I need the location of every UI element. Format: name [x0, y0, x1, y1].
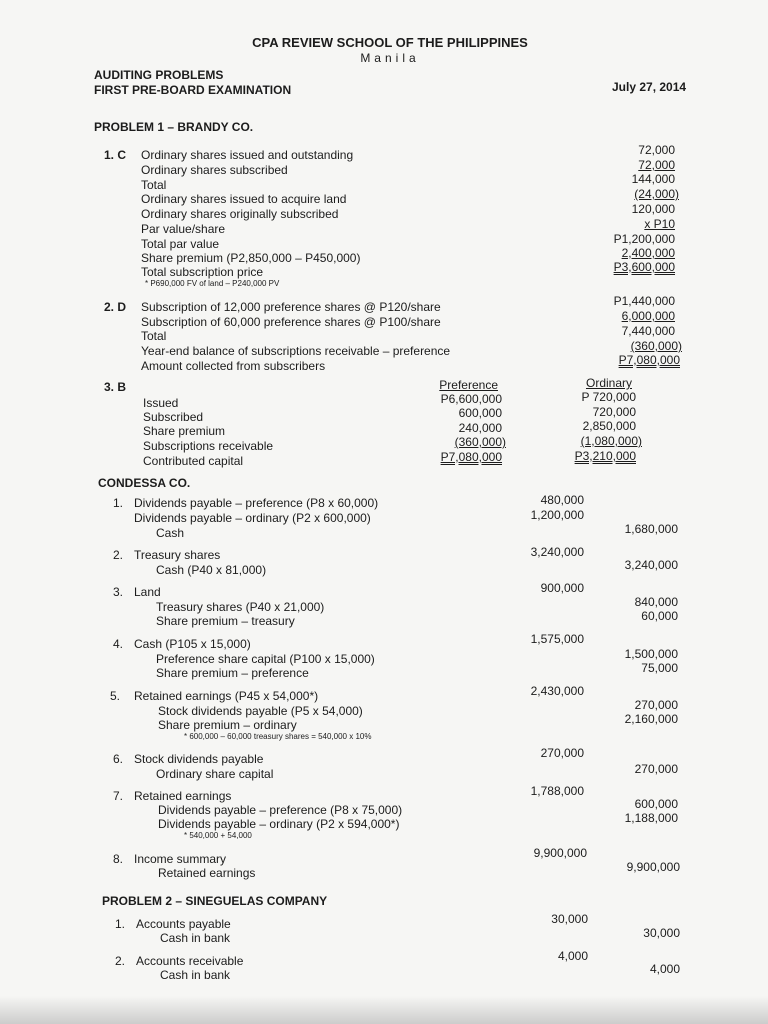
q1-line-label: Ordinary shares originally subscribed — [141, 207, 339, 221]
q3-col-preference: Preference — [439, 378, 498, 392]
q2-line-label: Subscription of 12,000 preference shares @ P120/share — [141, 300, 441, 314]
debit-amount: 900,000 — [540, 581, 584, 595]
debit-amount: 2,430,000 — [530, 684, 584, 698]
problem2-heading: PROBLEM 2 – SINEGUELAS COMPANY — [102, 894, 328, 908]
entry-line: Cash (P40 x 81,000) — [156, 563, 267, 577]
debit-amount: 270,000 — [540, 746, 584, 760]
entry-line: Dividends payable – preference (P8 x 60,000) — [134, 496, 379, 510]
entry-number: 1. — [113, 496, 124, 510]
entry-line: Preference share capital (P100 x 15,000) — [156, 652, 375, 666]
scan-smudge — [0, 996, 768, 1024]
q3-row-label: Subscribed — [143, 410, 204, 424]
entry-line: Share premium – treasury — [156, 614, 295, 628]
debit-amount: 30,000 — [551, 912, 588, 926]
q3-row-label: Issued — [143, 396, 179, 410]
debit-amount: 1,575,000 — [530, 632, 584, 646]
q3-pref-value: (360,000) — [454, 435, 506, 449]
q1-line-amount: P1,200,000 — [613, 232, 675, 246]
entry-line: Treasury shares (P40 x 21,000) — [156, 600, 325, 614]
credit-amount: 30,000 — [643, 926, 680, 940]
entry-number: 2. — [115, 954, 126, 968]
entry-line: Accounts payable — [136, 917, 231, 931]
q1-line-label: Ordinary shares issued to acquire land — [141, 192, 347, 206]
q2-line-amount: 7,440,000 — [621, 324, 675, 338]
q1-line-amount: 120,000 — [631, 202, 675, 216]
q1-footnote: * P690,000 FV of land – P240,000 PV — [145, 279, 280, 288]
entry-line: Retained earnings (P45 x 54,000*) — [134, 689, 319, 703]
entry-number: 2. — [113, 548, 124, 562]
q3-row-label: Share premium — [143, 424, 226, 438]
q1-line-label: Total — [141, 178, 167, 192]
q2-line-amount: 6,000,000 — [621, 309, 675, 323]
q1-line-label: Ordinary shares issued and outstanding — [141, 148, 354, 162]
entry-line: Dividends payable – ordinary (P2 x 600,000) — [134, 511, 371, 525]
school-title: CPA REVIEW SCHOOL OF THE PHILIPPINES — [252, 35, 528, 50]
entry-line: Ordinary share capital — [156, 767, 274, 781]
q2-line-amount: P1,440,000 — [613, 294, 675, 308]
problem1-heading: PROBLEM 1 – BRANDY CO. — [94, 120, 254, 134]
entry-line: Cash in bank — [160, 931, 231, 945]
q3-ord-value: 2,850,000 — [582, 419, 636, 433]
q1-line-label: Ordinary shares subscribed — [141, 163, 288, 177]
debit-amount: 9,900,000 — [533, 846, 587, 860]
entry-line: Dividends payable – ordinary (P2 x 594,000*) — [158, 817, 400, 831]
q2-line-label: Subscription of 60,000 preference shares @ P100/share — [141, 315, 441, 329]
q1-line-label: Par value/share — [141, 222, 226, 236]
entry-line: Dividends payable – preference (P8 x 75,000) — [158, 803, 403, 817]
entry-line: Cash in bank — [160, 968, 231, 982]
q2-line-amount: (360,000) — [630, 339, 682, 353]
credit-amount: 75,000 — [641, 661, 678, 675]
condessa-heading: CONDESSA CO. — [98, 476, 191, 490]
q1-line-amount: x P10 — [644, 217, 675, 231]
credit-amount: 9,900,000 — [626, 860, 680, 874]
entry-line: Treasury shares — [134, 548, 221, 562]
credit-amount: 2,160,000 — [624, 712, 678, 726]
exam-title: FIRST PRE-BOARD EXAMINATION — [94, 83, 292, 97]
debit-amount: 1,200,000 — [530, 508, 584, 522]
q1-line-amount: (24,000) — [634, 187, 679, 201]
entry-line: Retained earnings — [134, 789, 232, 803]
entry-line: Income summary — [134, 852, 227, 866]
credit-amount: 270,000 — [634, 762, 678, 776]
debit-amount: 1,788,000 — [530, 784, 584, 798]
debit-amount: 4,000 — [557, 949, 588, 963]
entry-line: Share premium – preference — [156, 666, 309, 680]
q3-row-label: Subscriptions receivable — [143, 439, 274, 453]
q3-pref-value: P7,080,000 — [440, 450, 502, 464]
entry-line: Stock dividends payable (P5 x 54,000) — [158, 704, 363, 718]
entry-line: Share premium – ordinary — [158, 718, 297, 732]
credit-amount: 270,000 — [634, 698, 678, 712]
q2-line-amount: P7,080,000 — [618, 353, 680, 367]
q3-row-label: Contributed capital — [143, 454, 244, 468]
entry-number: 7. — [113, 789, 124, 803]
credit-amount: 1,188,000 — [624, 811, 678, 825]
q1-line-label: Total subscription price — [141, 265, 264, 279]
debit-amount: 480,000 — [540, 493, 584, 507]
q3-col-ordinary: Ordinary — [585, 376, 632, 390]
credit-amount: 60,000 — [641, 609, 678, 623]
q1-line-amount: 144,000 — [631, 172, 675, 186]
entry-number: 6. — [113, 752, 124, 766]
subject-title: AUDITING PROBLEMS — [94, 68, 224, 82]
credit-amount: 600,000 — [634, 797, 678, 811]
q1-line-amount: 2,400,000 — [621, 246, 675, 260]
q1-line-label: Total par value — [141, 237, 220, 251]
q3-number: 3. B — [104, 380, 127, 394]
q2-line-label: Total — [141, 329, 167, 343]
q1-line-label: Share premium (P2,850,000 – P450,000) — [141, 251, 361, 265]
q3-pref-value: P6,600,000 — [440, 392, 502, 406]
credit-amount: 4,000 — [649, 962, 680, 976]
city-line: Manila — [360, 51, 420, 65]
entry-footnote: * 600,000 – 60,000 treasury shares = 540,000 x 10% — [184, 732, 372, 741]
entry-line: Stock dividends payable — [134, 752, 264, 766]
entry-footnote: * 540,000 + 54,000 — [184, 831, 252, 840]
q1-line-amount: 72,000 — [638, 143, 675, 157]
entry-line: Land — [134, 585, 161, 599]
q3-ord-value: P 720,000 — [581, 390, 636, 404]
entry-number: 1. — [115, 917, 126, 931]
entry-line: Cash — [156, 526, 185, 540]
credit-amount: 3,240,000 — [624, 558, 678, 572]
exam-date: July 27, 2014 — [612, 80, 687, 94]
q2-line-label: Year-end balance of subscriptions receivable – preference — [141, 344, 451, 358]
q1-line-amount: 72,000 — [638, 158, 675, 172]
q1-line-amount: P3,600,000 — [613, 260, 675, 274]
debit-amount: 3,240,000 — [530, 545, 584, 559]
q2-line-label: Amount collected from subscribers — [141, 359, 326, 373]
entry-line: Retained earnings — [158, 866, 256, 880]
entry-number: 8. — [113, 852, 124, 866]
entry-line: Cash (P105 x 15,000) — [134, 637, 251, 651]
credit-amount: 840,000 — [634, 595, 678, 609]
credit-amount: 1,680,000 — [624, 522, 678, 536]
entry-number: 3. — [113, 585, 124, 599]
q3-ord-value: P3,210,000 — [574, 449, 636, 463]
q1-number: 1. C — [104, 148, 127, 162]
entry-line: Accounts receivable — [136, 954, 244, 968]
credit-amount: 1,500,000 — [624, 647, 678, 661]
q2-number: 2. D — [104, 300, 127, 314]
entry-number: 5. — [110, 689, 121, 703]
q3-pref-value: 240,000 — [458, 421, 502, 435]
q3-ord-value: 720,000 — [592, 405, 636, 419]
q3-ord-value: (1,080,000) — [580, 434, 642, 448]
entry-number: 4. — [113, 637, 124, 651]
q3-pref-value: 600,000 — [458, 406, 502, 420]
